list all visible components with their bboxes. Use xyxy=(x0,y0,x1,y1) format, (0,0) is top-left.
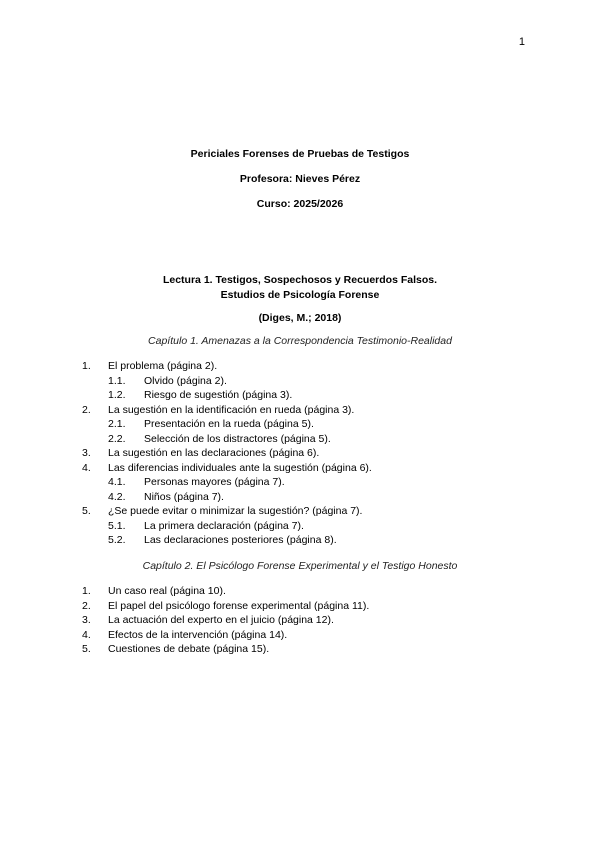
item-text: Presentación en la rueda (página 5). xyxy=(144,418,314,430)
list-item xyxy=(82,504,542,519)
reading-title xyxy=(0,273,600,303)
item-number: 5. xyxy=(82,643,91,655)
item-number: 5. xyxy=(82,505,91,517)
item-text: Niños (página 7). xyxy=(144,490,224,503)
document-title: Periciales Forenses de Pruebas de Testigos xyxy=(190,148,410,160)
item-number: 4. xyxy=(82,461,91,474)
item-number: 2.1. xyxy=(108,418,126,430)
item-number: 5.2. xyxy=(108,534,126,546)
list-item xyxy=(82,584,542,599)
chapter2-list xyxy=(82,584,542,657)
chapter1-title: Capítulo 1. Amenazas a la Correspondencia Testimonio-Realidad xyxy=(148,335,452,347)
item-text: Las diferencias individuales ante la sugestión (página 6). xyxy=(108,461,372,474)
list-item xyxy=(82,446,542,461)
list-item xyxy=(82,599,542,614)
chapter1-list xyxy=(82,359,542,548)
item-text: Efectos de la intervención (página 14). xyxy=(108,628,288,641)
item-text: Cuestiones de debate (página 15). xyxy=(108,643,270,655)
item-number: 5.1. xyxy=(108,519,126,532)
item-number: 3. xyxy=(82,447,91,459)
item-text: La primera declaración (página 7). xyxy=(144,519,304,532)
item-text: Riesgo de sugestión (página 3). xyxy=(144,389,293,401)
reading-title-line2: Estudios de Psicología Forense xyxy=(220,289,380,301)
list-item xyxy=(82,613,542,628)
list-item xyxy=(82,628,542,643)
list-item xyxy=(82,490,542,505)
list-item xyxy=(82,533,542,548)
list-item xyxy=(82,417,542,432)
list-item xyxy=(82,432,542,447)
item-text: ¿Se puede evitar o minimizar la sugestión? (página 7). xyxy=(108,505,363,517)
course-line: Curso: 2025/2026 xyxy=(256,198,344,210)
list-item xyxy=(82,461,542,476)
item-text: Un caso real (página 10). xyxy=(108,585,226,597)
list-item xyxy=(82,403,542,418)
item-text: Las declaraciones posteriores (página 8). xyxy=(144,534,337,546)
item-number: 1. xyxy=(82,360,91,372)
item-text: Personas mayores (página 7). xyxy=(144,476,285,488)
item-number: 1.2. xyxy=(108,389,126,401)
citation: (Diges, M.; 2018) xyxy=(258,312,342,324)
list-item xyxy=(82,642,542,657)
item-number: 2.2. xyxy=(108,432,126,445)
item-number: 4.2. xyxy=(108,490,126,503)
item-text: El problema (página 2). xyxy=(108,360,218,372)
item-text: El papel del psicólogo forense experimental (página 11). xyxy=(108,599,370,612)
item-text: Selección de los distractores (página 5). xyxy=(144,432,331,445)
item-number: 2. xyxy=(82,403,91,416)
list-item xyxy=(82,475,542,490)
item-text: La actuación del experto en el juicio (página 12). xyxy=(108,614,334,626)
item-number: 2. xyxy=(82,599,91,612)
item-text: La sugestión en las declaraciones (página 6). xyxy=(108,447,320,459)
reading-title-line1: Lectura 1. Testigos, Sospechosos y Recuerdos Falsos. xyxy=(162,274,438,286)
item-number: 1. xyxy=(82,585,91,597)
item-text: Olvido (página 2). xyxy=(144,374,227,387)
item-text: La sugestión en la identificación en rueda (página 3). xyxy=(108,403,355,416)
chapter2-title: Capítulo 2. El Psicólogo Forense Experimental y el Testigo Honesto xyxy=(142,560,458,572)
page-number: 1 xyxy=(518,36,525,48)
list-item xyxy=(82,374,542,389)
list-item xyxy=(82,519,542,534)
item-number: 4.1. xyxy=(108,476,126,488)
teacher-line: Profesora: Nieves Pérez xyxy=(239,173,361,185)
item-number: 3. xyxy=(82,614,91,626)
list-item xyxy=(82,388,542,403)
list-item xyxy=(82,359,542,374)
item-number: 1.1. xyxy=(108,374,126,387)
item-number: 4. xyxy=(82,628,91,641)
